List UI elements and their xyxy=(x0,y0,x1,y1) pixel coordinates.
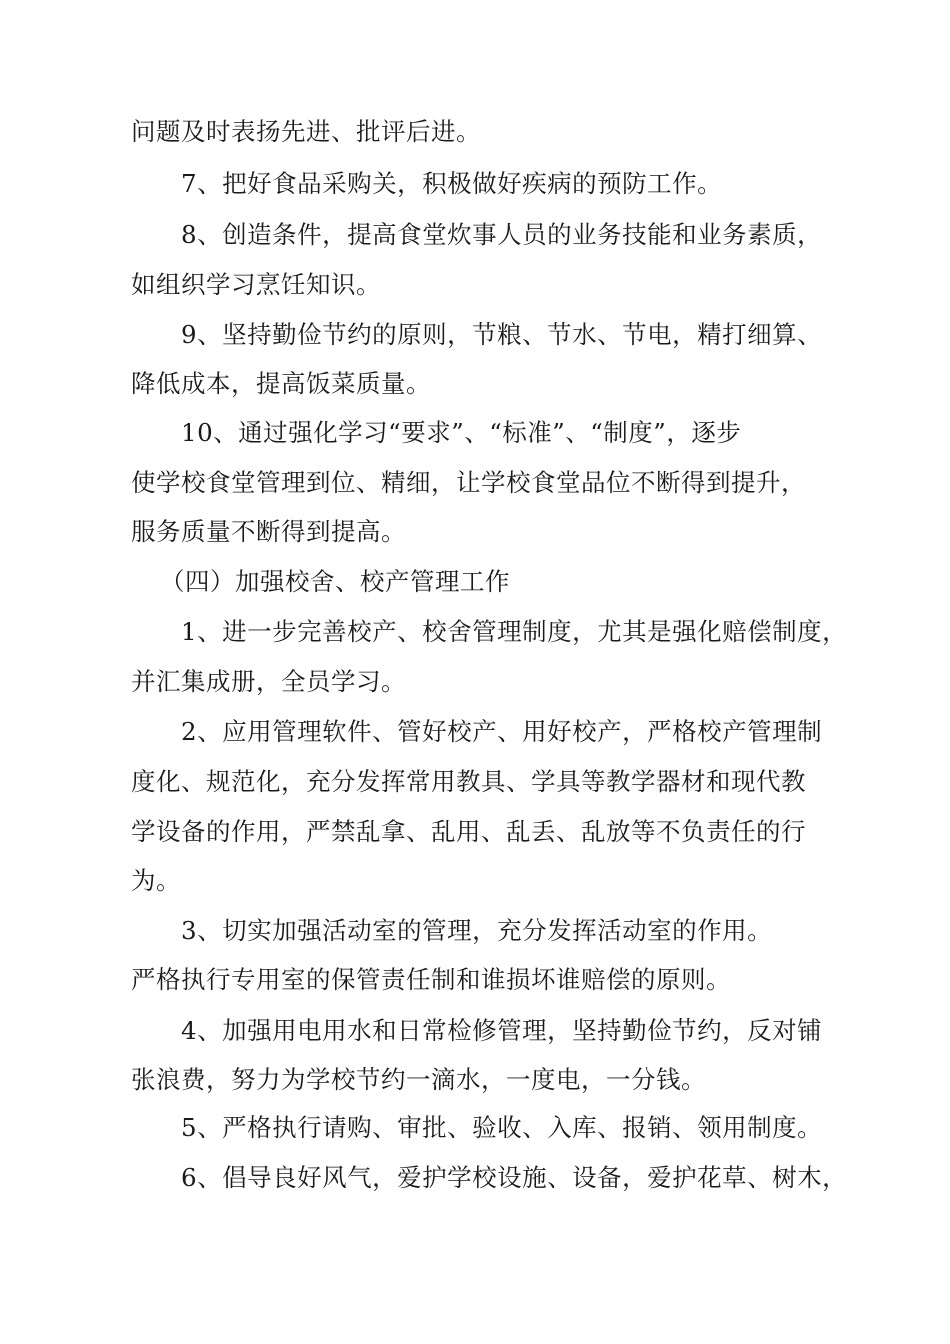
list-item-10: 10、通过强化学习“要求”、“标准”、“制度”，逐步 xyxy=(181,418,742,447)
text-line: 度化、规范化，充分发挥常用教具、学具等教学器材和现代教 xyxy=(131,767,806,796)
list-item-3: 3、切实加强活动室的管理，充分发挥活动室的作用。 xyxy=(181,916,773,945)
text-line: 为。 xyxy=(131,866,181,895)
text-line: 降低成本，提高饭菜质量。 xyxy=(131,369,431,398)
list-item-5: 5、严格执行请购、审批、验收、入库、报销、领用制度。 xyxy=(181,1113,823,1142)
text-line: 问题及时表扬先进、批评后进。 xyxy=(131,117,481,146)
list-item-6: 6、倡导良好风气，爱护学校设施、设备，爱护花草、树木， xyxy=(181,1163,848,1192)
text-line: 服务质量不断得到提高。 xyxy=(131,517,406,546)
section-heading: （四）加强校舍、校产管理工作 xyxy=(160,567,510,596)
text-line: 张浪费，努力为学校节约一滴水，一度电，一分钱。 xyxy=(131,1065,706,1094)
list-item-4: 4、加强用电用水和日常检修管理，坚持勤俭节约，反对铺 xyxy=(181,1016,823,1045)
list-item-1: 1、进一步完善校产、校舍管理制度，尤其是强化赔偿制度， xyxy=(181,617,848,646)
list-item-9: 9、坚持勤俭节约的原则，节粮、节水、节电，精打细算、 xyxy=(181,320,823,349)
text-line: 严格执行专用室的保管责任制和谁损坏谁赔偿的原则。 xyxy=(131,965,731,994)
list-item-2: 2、应用管理软件、管好校产、用好校产，严格校产管理制 xyxy=(181,717,823,746)
text-line: 并汇集成册，全员学习。 xyxy=(131,667,406,696)
text-line: 使学校食堂管理到位、精细，让学校食堂品位不断得到提升， xyxy=(131,468,806,497)
list-item-7: 7、把好食品采购关，积极做好疾病的预防工作。 xyxy=(181,169,723,198)
text-line: 学设备的作用，严禁乱拿、乱用、乱丢、乱放等不负责任的行 xyxy=(131,817,806,846)
text-line: 如组织学习烹饪知识。 xyxy=(131,270,381,299)
list-item-8: 8、创造条件，提高食堂炊事人员的业务技能和业务素质， xyxy=(181,220,823,249)
